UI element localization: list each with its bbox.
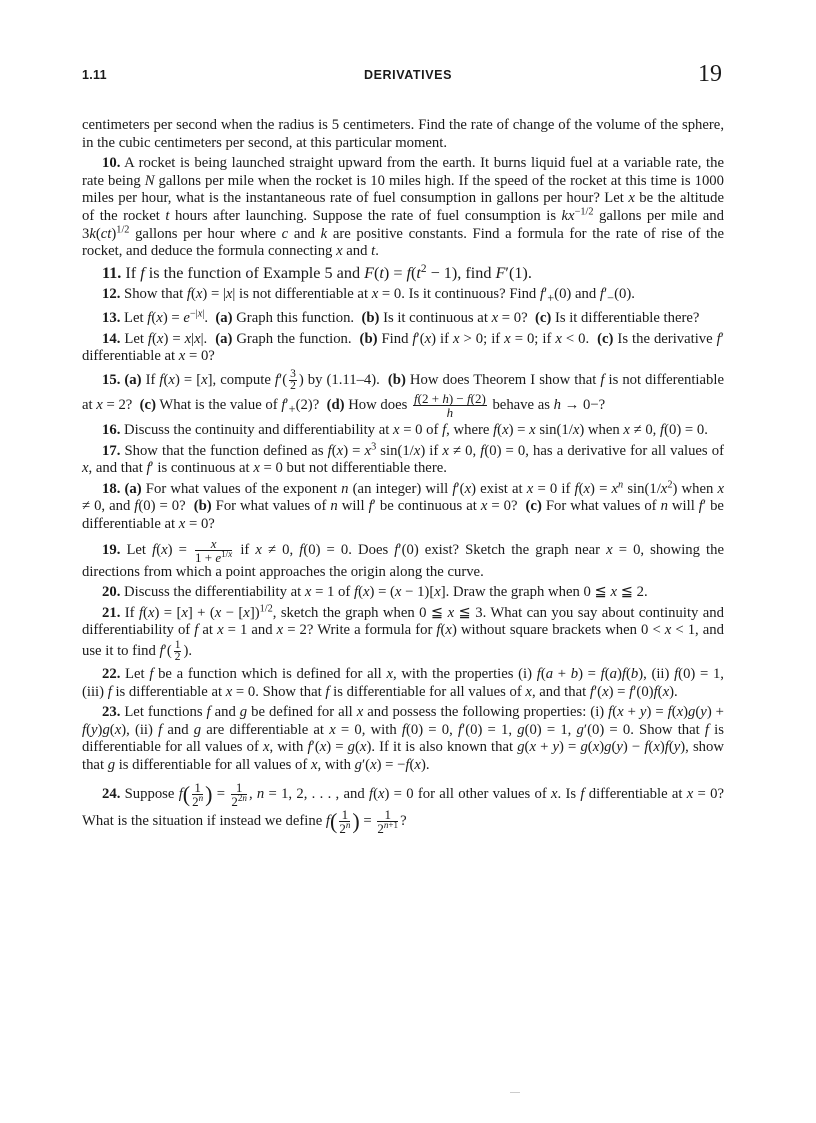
- footer-mark: [510, 1092, 520, 1093]
- problem-number: 17.: [102, 442, 121, 459]
- problem-12: 12. Show that f(x) = |x| is not differentiable at x = 0. Is it continuous? Find $f'_+(0)$ and $f'_-(0)$.: [102, 285, 635, 305]
- problem-23: 23. Let functions f and g be defined for all x and possess the following properties: (i) f(x + y) = f(x)g(y) + f(y)g(x), (ii) f and g are differentiable at x = 0, with f(0) = 0, f′(0) = 1, g(0) = 1, g′(0) = 0. Show that f is differentiable for all values of x, with f′(x) = g(x). If it is also known that g(x + y) = g(x)g(y) − f(x)f(y), show that g is differentiable for all values of x, with g′(x) = −f(x).: [82, 704, 724, 773]
- problem-number: 16.: [102, 422, 121, 439]
- problem-9-continuation: centimeters per second when the radius is 5 centimeters. Find the rate of change of the volume of the sphere, in the cubic centimeters per second, at this particular moment.: [82, 117, 724, 151]
- problem-11: 11. If f is the function of Example 5 and $F(t) = f(t^2 - 1)$, find F′(1).: [102, 262, 532, 282]
- problem-10: 10. A rocket is being launched straight upward from the earth. It burns liquid fuel at a variable rate, the rate being N gallons per mile when the rocket is 10 miles high. If the speed of the rocket at this time is 1000 miles per hour, what is the instantaneous rate of fuel consumption in gallons per hour? Let x be the altitude of the rocket t hours after launching. Suppose the rate of fuel consumption is $kx^{-1/2}$ gallons per mile and 3k(ct)$^{1/2}$ gallons per hour where c and k are positive constants. Find a formula for the rate of rise of the rocket, and deduce the formula connecting x and t.: [82, 155, 724, 260]
- problem-24: 24. Suppose f( $\frac{1}{2^n}$ ) = $\frac{1}{2^{2n}}$ , n = 1, 2, . . . , and f(x) = 0 for all other values of x. Is f differentiable at x = 0? What is the situation if instead we define f( $\frac{1}{2^n}$ ) = $\frac{1}{2^{n+1}}$ ?: [82, 779, 724, 836]
- problem-number: 11.: [102, 263, 122, 282]
- problem-number: 23.: [102, 704, 121, 721]
- problem-19: 19. Let f(x) = $\frac{x}{1 + e^{1/x}}$ if x ≠ 0, f(0) = 0. Does f′(0) exist? Sketch the graph near x = 0, showing the directions from which a point approaches the origin along the curve.: [82, 535, 724, 580]
- problem-18: 18. (a) For what values of the exponent n (an integer) will f′(x) exist at x = 0 if $f(x) = x^n$ $\sin(1/x^2)$ when x ≠ 0, and f(0) = 0? (b) For what values of n will f′ be continuous at x = 0? (c) For what values of n will f′ be differentiable at x = 0?: [82, 479, 724, 533]
- problem-15: 15. (a) If f(x) = [x], compute f′( $\frac{3}{2}$ ) by (1.11–4). (b) How does Theorem I show that f is not differentiable at x = 2? (c) What is the value of $f'_+(2)$? (d) How does $\frac{f(2 + h) - f(2)}{h}$ behave as h → 0−?: [82, 368, 724, 421]
- problem-number: 13.: [102, 310, 121, 327]
- problem-16: 16. Discuss the continuity and differentiability at x = 0 of f, where f(x) = x sin(1/x) when x ≠ 0, f(0) = 0.: [102, 422, 708, 439]
- page-header: [0, 0, 816, 100]
- problem-number: 18.: [102, 480, 121, 497]
- problem-number: 19.: [102, 541, 121, 558]
- problem-number: 10.: [102, 155, 121, 172]
- problem-number: 20.: [102, 584, 121, 601]
- page-number: 19: [698, 61, 722, 87]
- section-number: 1.11: [82, 68, 107, 82]
- problem-number: 24.: [102, 785, 121, 802]
- problem-17: 17. Show that the function defined as $f(x) = x^3$ sin(1/x) if x ≠ 0, f(0) = 0, has a derivative for all values of x, and that f′ is continuous at x = 0 but not differentiable there.: [82, 441, 724, 477]
- problem-13: 13. Let $f(x) = e^{-|x|}$. (a) Graph this function. (b) Is it continuous at x = 0? (c) Is it differentiable there?: [102, 308, 700, 327]
- running-title: DERIVATIVES: [363, 68, 453, 82]
- problem-21: 21. If $f(x) = [x] + (x - [x])^{1/2}$, sketch the graph when 0 ≦ x ≦ 3. What can you say about continuity and differentiability of f at x = 1 and x = 2? Write a formula for f(x) without square brackets when 0 < x < 1, and use it to find f′( $\frac{1}{2}$ ).: [82, 603, 724, 663]
- problem-number: 12.: [102, 285, 121, 302]
- problem-number: 15.: [102, 371, 121, 388]
- problem-14: 14. Let f(x) = x|x|. (a) Graph the function. (b) Find f′(x) if x > 0; if x = 0; if x < 0. (c) Is the derivative f′ differentiable at x = 0?: [82, 330, 724, 365]
- problem-22: 22. Let f be a function which is defined for all x, with the properties (i) f(a + b) = f(a)f(b), (ii) f(0) = 1, (iii) f is differentiable at x = 0. Show that f is differentiable for all values of x, and that f′(x) = f′(0)f(x).: [82, 666, 724, 700]
- problem-number: 14.: [102, 330, 121, 347]
- problem-number: 22.: [102, 666, 121, 682]
- problem-list: [82, 117, 724, 841]
- problem-number: 21.: [102, 604, 121, 621]
- problem-20: 20. Discuss the differentiability at x = 1 of f(x) = (x − 1)[x]. Draw the graph when 0 ≦ x ≦ 2.: [102, 584, 648, 601]
